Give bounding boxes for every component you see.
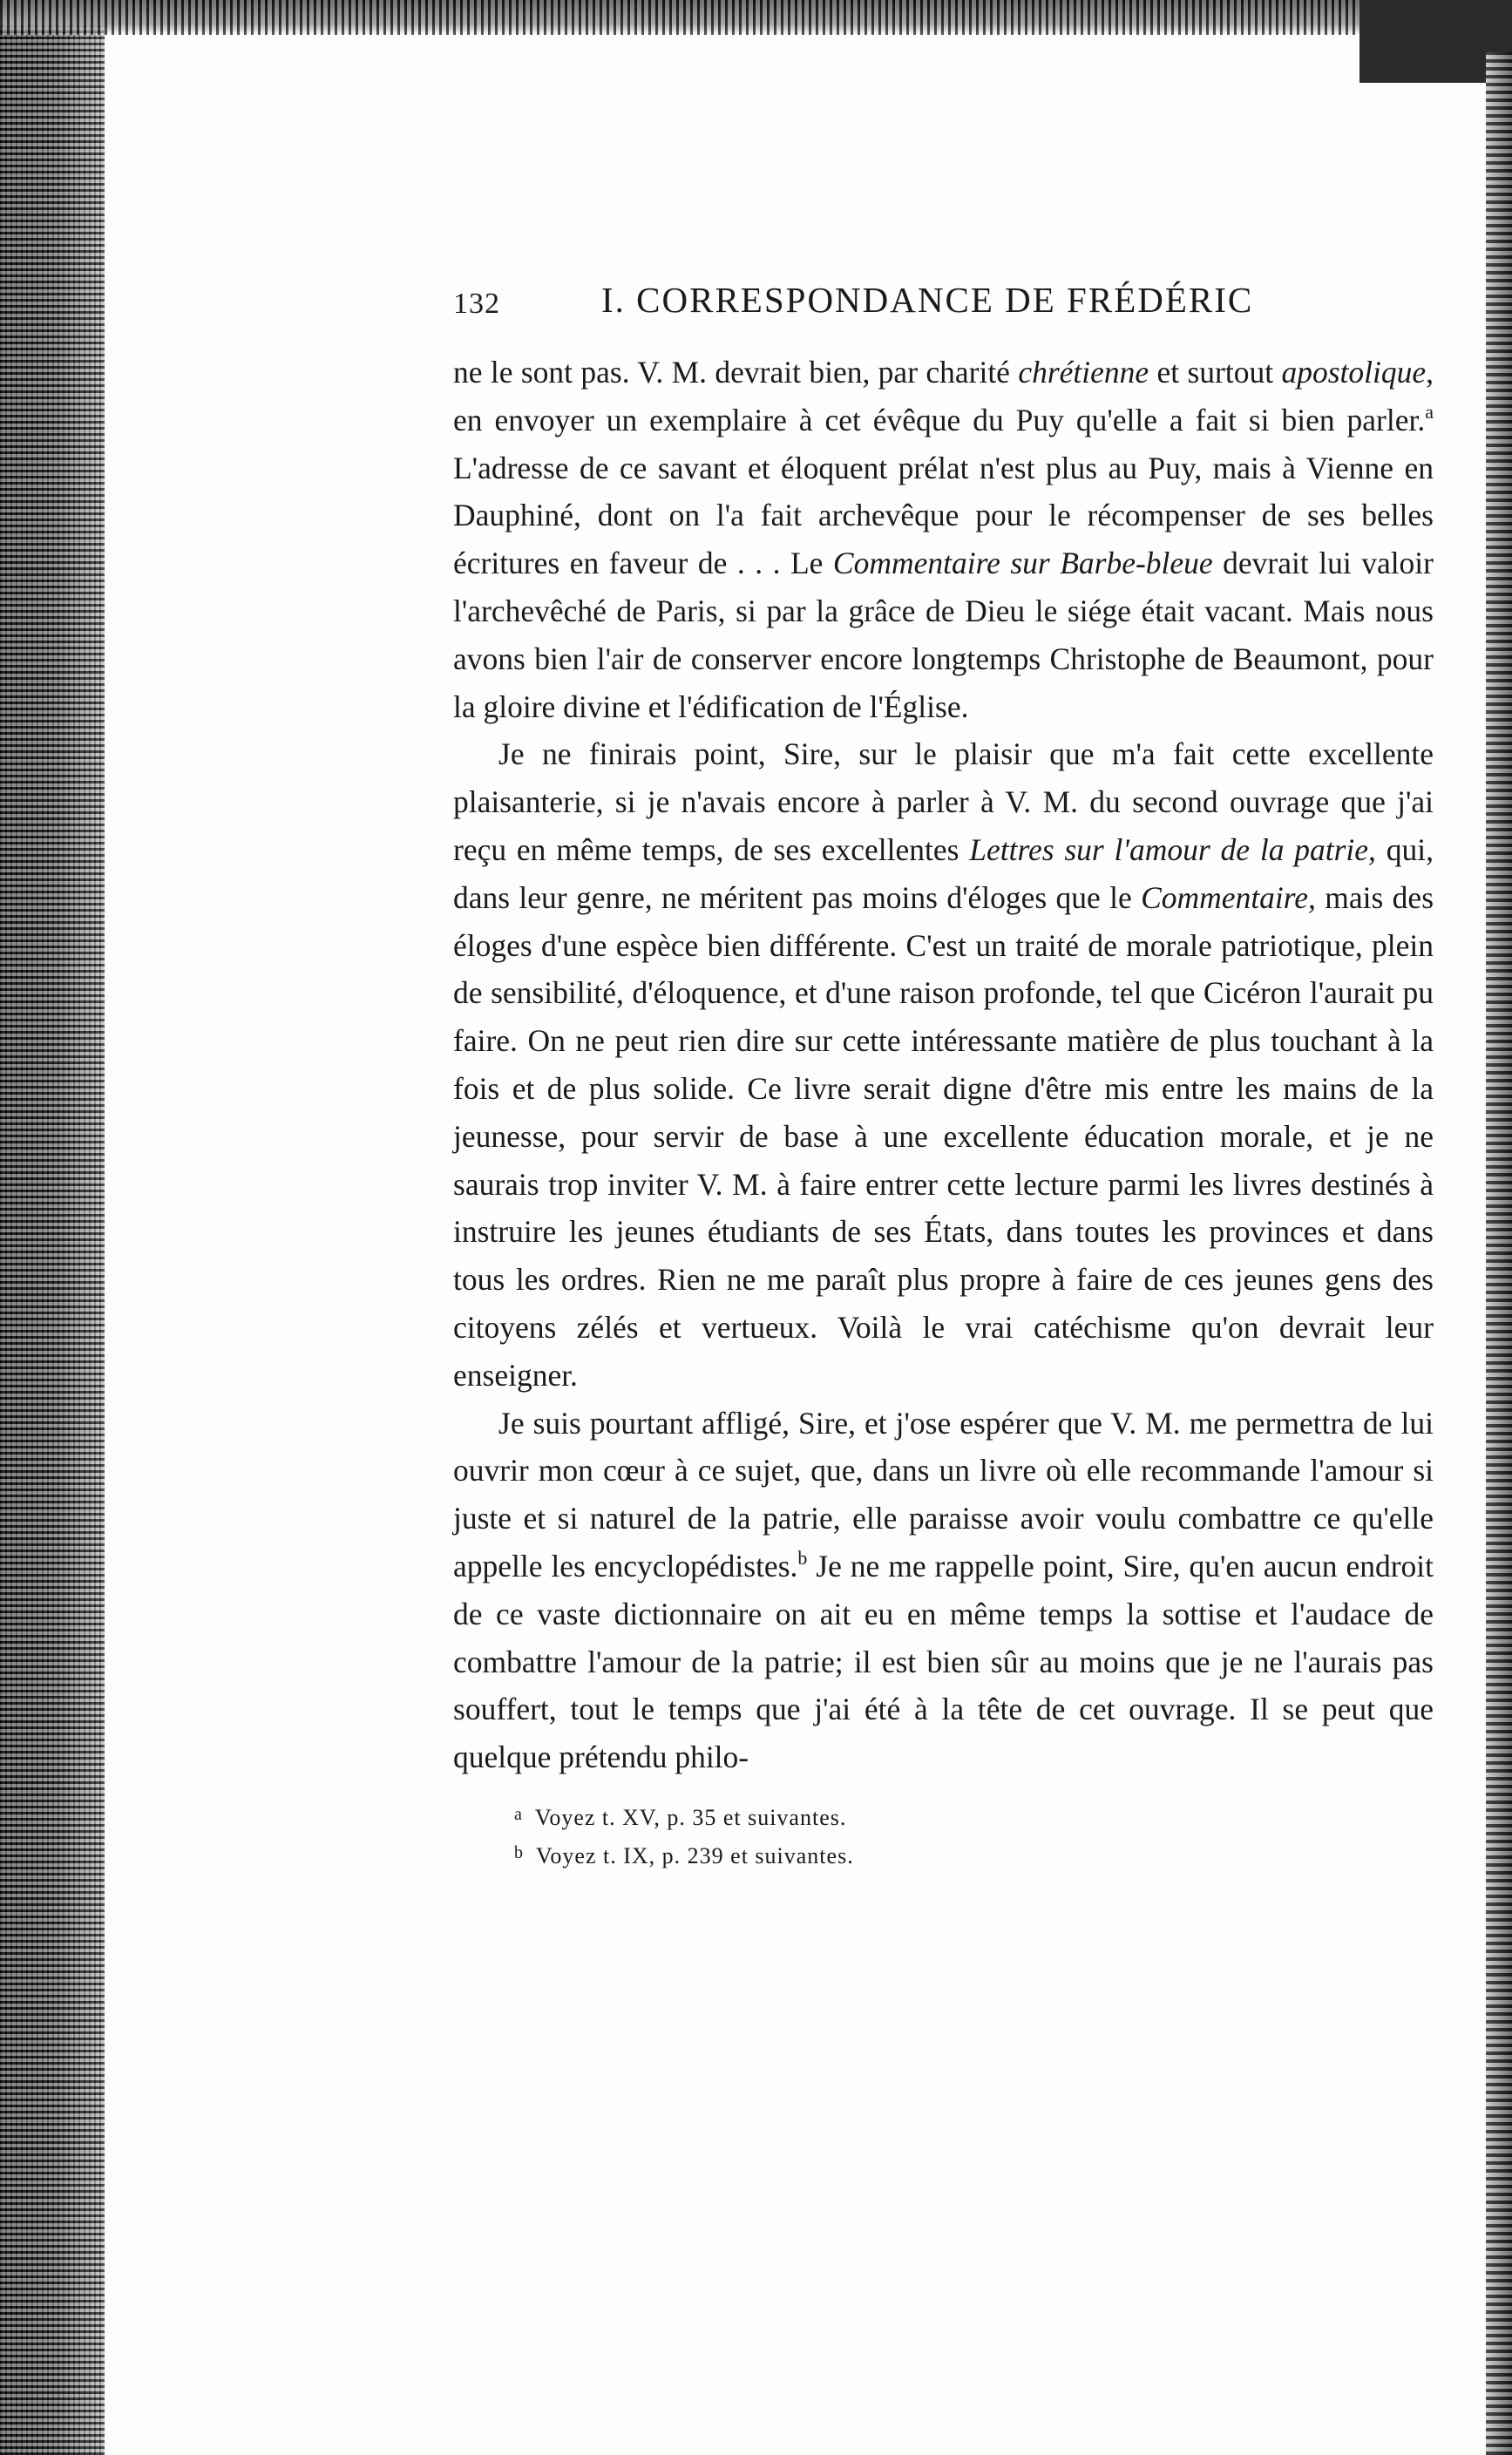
scan-gutter-left xyxy=(0,0,105,2455)
footnote xyxy=(514,1797,1464,1835)
footnote-text: Voyez t. IX, p. 239 et suivantes. xyxy=(536,1842,854,1868)
text-run: mais des éloges d'une espèce bien différente. C'est un traité de morale patriotique, plein de sensibilité, d'éloquence, et d'une raison profonde, tel que Cicéron l'aurait pu faire. On ne peut rien dire sur cette intéressante matière de plus touchant à la fois et de plus solide. Ce livre serait digne d'être mis entre les mains de la jeunesse, pour servir de base à une excellente éducation morale, et je ne saurais trop inviter V. M. à faire entrer cette lecture parmi les livres destinés à instruire les jeunes étudiants de ses États, dans toutes les provinces et dans tous les ordres. Rien ne me paraît plus propre à faire de ces jeunes gens des citoyens zélés et vertueux. Voilà le vrai catéchisme qu'on devrait leur enseigner. xyxy=(453,879,1434,1393)
scan-top-edge xyxy=(0,0,1512,35)
footnotes xyxy=(514,1797,1464,1874)
running-head xyxy=(453,279,1464,349)
footnote-mark: b xyxy=(514,1842,524,1862)
scan-gutter-right xyxy=(1486,52,1512,2455)
italic-title: apostolique xyxy=(1281,355,1427,390)
page-number: 132 xyxy=(453,288,500,320)
paragraph xyxy=(453,349,1434,730)
italic-title: Commentaire sur Barbe-bleue xyxy=(832,546,1213,581)
text-run: Je ne finirais point, Sire, sur le plaisir que m'a fait cette excellente plaisanterie, si je n'avais encore à parler à V. M. du second ouvrage que j'ai reçu en même temps, de ses excellentes xyxy=(453,736,1434,867)
footnote-reference: b xyxy=(797,1546,808,1569)
text-run: qui, dans leur genre, ne méritent pas moins d'éloges que le xyxy=(453,831,1434,915)
paragraph xyxy=(453,730,1434,1399)
footnote xyxy=(514,1835,1464,1874)
italic-title: Lettres sur l'amour de la patrie, xyxy=(969,831,1376,867)
running-title: I. CORRESPONDANCE DE FRÉDÉRIC xyxy=(601,280,1254,320)
text-run: Je ne me rappelle point, Sire, qu'en aucun endroit de ce vaste dictionnaire on ait eu en même temps la sottise et l'audace de combattre l'amour de la patrie; il est bien sûr au moins que je ne l'aurais pas souffert, tout le temps que j'ai été à la tête de cet ouvrage. Il se peut que quelque prétendu philo- xyxy=(453,1548,1434,1775)
text-run: et surtout xyxy=(1149,355,1282,390)
text-run: ne le sont pas. V. M. devrait bien, par charité xyxy=(453,355,1019,390)
text-run: devrait lui valoir l'archevêché de Paris, si par la grâce de Dieu le siége était vacant. Mais nous avons bien l'air de conserver encore longtemps Christophe de Beaumont, pour la gloire divine et l'édification de l'Église. xyxy=(453,546,1434,724)
italic-title: chrétienne xyxy=(1018,355,1149,390)
book-page xyxy=(453,279,1464,1874)
paragraph xyxy=(453,1400,1434,1781)
text-run: L'adresse de ce savant et éloquent prélat n'est plus au Puy, mais à Vienne en Dauphiné, dont on l'a fait archevêque pour le récompenser de ses belles écritures en faveur de . . . Le xyxy=(453,450,1434,581)
body-text xyxy=(453,349,1434,1781)
italic-title: Commentaire, xyxy=(1141,879,1316,915)
footnote-text: Voyez t. XV, p. 35 et suivantes. xyxy=(534,1804,847,1830)
text-run: Je suis pourtant affligé, Sire, et j'ose espérer que V. M. me permettra de lui ouvrir mon cœur à ce sujet, que, dans un livre où elle recommande l'amour si juste et si naturel de la patrie, elle paraisse avoir voulu combattre ce qu'elle appelle les encyclopédistes. xyxy=(453,1405,1434,1584)
footnote-reference: a xyxy=(1425,400,1434,423)
footnote-mark: a xyxy=(514,1804,523,1824)
text-run: , en envoyer un exemplaire à cet évêque du Puy qu'elle a fait si bien parler. xyxy=(453,355,1434,437)
